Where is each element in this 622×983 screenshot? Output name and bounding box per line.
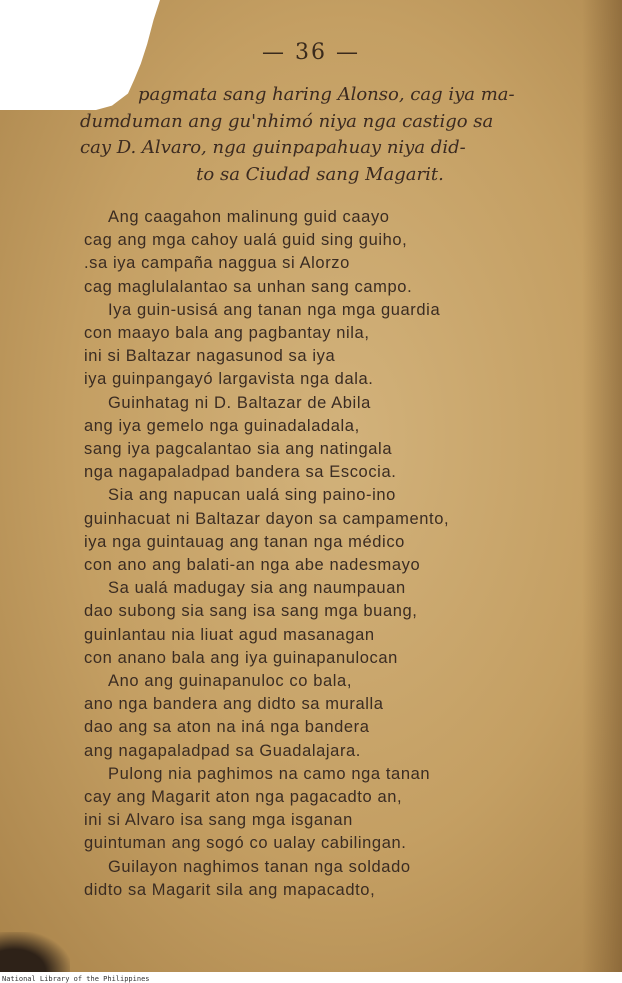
text-line: ini si Alvaro isa sang mga isganan (84, 811, 353, 830)
text-line: nga nagapaladpad bandera sa Escocia. (84, 463, 397, 482)
text-line: ang iya gemelo nga guinadaladala, (84, 416, 360, 435)
text-line: .sa iya campaña naggua si Alorzo (84, 254, 350, 273)
italic-verse-block (80, 82, 560, 188)
text-line: cag ang mga cahoy ualá guid sing guiho, (84, 231, 408, 250)
text-line: iya guinpangayó largavista nga dala. (84, 370, 374, 389)
text-line: con ano ang balati-an nga abe nadesmayo (84, 556, 421, 575)
text-line: dao subong sia sang isa sang mga buang, (84, 602, 418, 621)
text-line: con maayo bala ang pagbantay nila, (84, 324, 370, 343)
text-line: Ano ang guinapanuloc co bala, (108, 672, 353, 691)
text-line: ang nagapaladpad sa Guadalajara. (84, 741, 361, 760)
text-line: guinhacuat ni Baltazar dayon sa campamento, (84, 509, 450, 528)
text-line: Pulong nia paghimos na camo nga tanan (108, 764, 431, 783)
italic-line: to sa Ciudad sang Magarit. (196, 163, 444, 185)
text-line: Guinhatag ni D. Baltazar de Abila (108, 393, 371, 412)
body-text (84, 206, 574, 902)
italic-line: dumduman ang gu'nhimó niya nga castigo sa (80, 110, 494, 132)
spine-shadow (582, 0, 622, 972)
text-line: sang iya pagcalantao sia ang natingala (84, 440, 393, 459)
italic-line: pagmata sang haring Alonso, cag iya ma- (138, 84, 515, 105)
footer-credit: National Library of the Philippines (2, 975, 150, 983)
text-line: guintuman ang sogó co ualay cabilingan. (84, 834, 407, 853)
text-line: Guilayon naghimos tanan nga soldado (108, 857, 411, 876)
text-line: Sa ualá madugay sia ang naumpauan (108, 579, 406, 598)
text-line: Iya guin-usisá ang tanan nga mga guardia (108, 300, 441, 319)
italic-line: cay D. Alvaro, nga guinpapahuay niya did- (80, 137, 466, 158)
text-line: ano nga bandera ang didto sa muralla (84, 695, 384, 714)
text-line: con anano bala ang iya guinapanulocan (84, 648, 398, 667)
page-number: — 36 — (262, 40, 360, 65)
dark-stain (0, 932, 70, 972)
text-line: Ang caagahon malinung guid caayo (108, 208, 390, 226)
text-line: didto sa Magarit sila ang mapacadto, (84, 880, 376, 899)
text-line: cay ang Magarit aton nga pagacadto an, (84, 788, 403, 807)
text-line: Sia ang napucan ualá sing paino-ino (108, 486, 396, 505)
text-line: dao ang sa aton na iná nga bandera (84, 718, 370, 737)
text-line: iya nga guintauag ang tanan nga médico (84, 532, 405, 551)
text-line: guinlantau nia liuat agud masanagan (84, 625, 375, 644)
text-line: cag maglulalantao sa unhan sang campo. (84, 277, 413, 296)
text-line: ini si Baltazar nagasunod sa iya (84, 347, 336, 366)
